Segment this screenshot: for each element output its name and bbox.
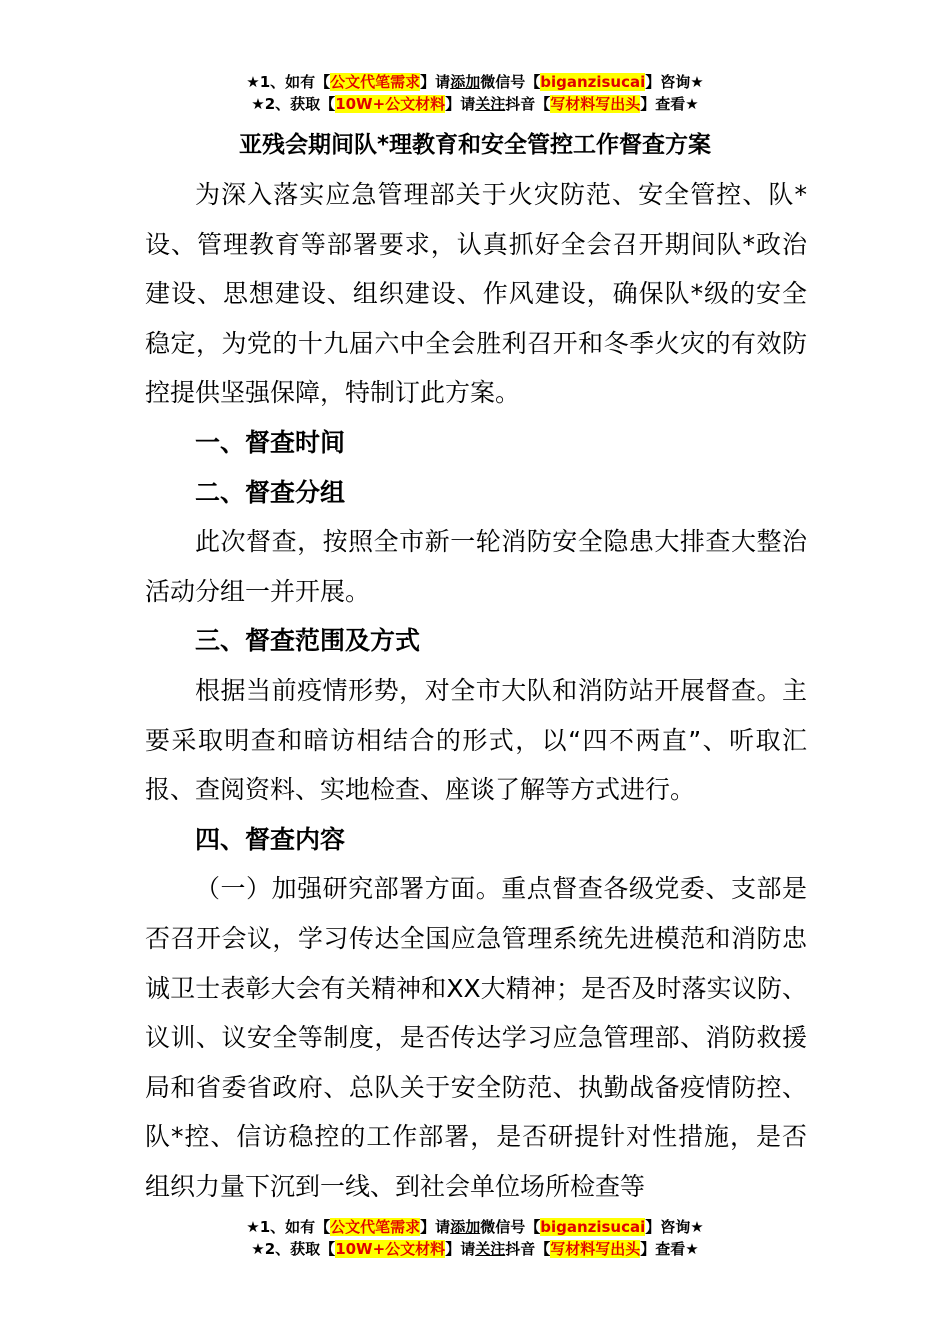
- promo-highlight: 写材料写出头: [550, 95, 641, 113]
- promo-text: 】请: [445, 1240, 476, 1258]
- promo-underline: 关注: [475, 95, 506, 113]
- promo-line-2: [0, 93, 950, 115]
- promo-line-2: [0, 1238, 950, 1260]
- promo-text: 】咨询★: [645, 1218, 704, 1236]
- promo-underline: 添加: [450, 1218, 481, 1236]
- promo-highlight: biganzisucai: [540, 1218, 646, 1236]
- promo-text: ★1、如有【: [246, 1218, 331, 1236]
- bottom-promo-banner: [0, 1216, 950, 1260]
- document-title: 亚残会期间队*理教育和安全管控工作督查方案: [238, 132, 712, 158]
- document-body: [145, 170, 807, 1211]
- section-4-paragraph: （一）加强研究部署方面。重点督查各级党委、支部是否召开会议，学习传达全国应急管理系统先进模范和消防忠诚卫士表彰大会有关精神和XX大精神；是否及时落实议防、议训、议安全等制度，是否传达学习应急管理部、消防救援局和省委省政府、总队关于安全防范、执勤战备疫情防控、队*控、信访稳控的工作部署，是否研提针对性措施，是否组织力量下沉到一线、到社会单位场所检查等: [145, 874, 807, 1201]
- promo-text: ★2、获取【: [251, 1240, 336, 1258]
- promo-underline: 添加: [450, 73, 481, 91]
- top-promo-banner: [0, 71, 950, 115]
- section-heading-2: 二、督查分组: [195, 477, 346, 507]
- promo-highlight: 10W+公文材料: [335, 95, 446, 113]
- section-3-paragraph: 根据当前疫情形势，对全市大队和消防站开展督查。主要采取明查和暗访相结合的形式，以“四不两直”、听取汇报、查阅资料、实地检查、座谈了解等方式进行。: [145, 675, 807, 805]
- promo-text: 】咨询★: [645, 73, 704, 91]
- promo-highlight: 写材料写出头: [550, 1240, 641, 1258]
- promo-text: 微信号【: [480, 73, 541, 91]
- promo-highlight: 10W+公文材料: [335, 1240, 446, 1258]
- promo-text: ★1、如有【: [246, 73, 331, 91]
- section-heading-3: 三、督查范围及方式: [195, 626, 421, 656]
- promo-text: 】请: [420, 73, 451, 91]
- section-heading-4: 四、督查内容: [195, 824, 346, 854]
- promo-line-1: [0, 71, 950, 93]
- promo-line-1: [0, 1216, 950, 1238]
- promo-underline: 关注: [475, 1240, 506, 1258]
- intro-paragraph: 为深入落实应急管理部关于火灾防范、安全管控、队*设、管理教育等部署要求，认真抓好全会召开期间队*政治建设、思想建设、组织建设、作风建设，确保队*级的安全稳定，为党的十九届六中全会胜利召开和冬季火灾的有效防控提供坚强保障，特制订此方案。: [145, 180, 807, 408]
- promo-text: 】请: [420, 1218, 451, 1236]
- promo-highlight: 公文代笔需求: [330, 1218, 421, 1236]
- promo-highlight: biganzisucai: [540, 73, 646, 91]
- section-2-paragraph: 此次督查，按照全市新一轮消防安全隐患大排查大整治活动分组一并开展。: [145, 527, 807, 606]
- promo-highlight: 公文代笔需求: [330, 73, 421, 91]
- promo-text: ★2、获取【: [251, 95, 336, 113]
- section-heading-1: 一、督查时间: [195, 427, 346, 457]
- promo-text: 】查看★: [640, 1240, 699, 1258]
- promo-text: 微信号【: [480, 1218, 541, 1236]
- promo-text: 抖音【: [505, 95, 551, 113]
- promo-text: 抖音【: [505, 1240, 551, 1258]
- promo-text: 】请: [445, 95, 476, 113]
- promo-text: 】查看★: [640, 95, 699, 113]
